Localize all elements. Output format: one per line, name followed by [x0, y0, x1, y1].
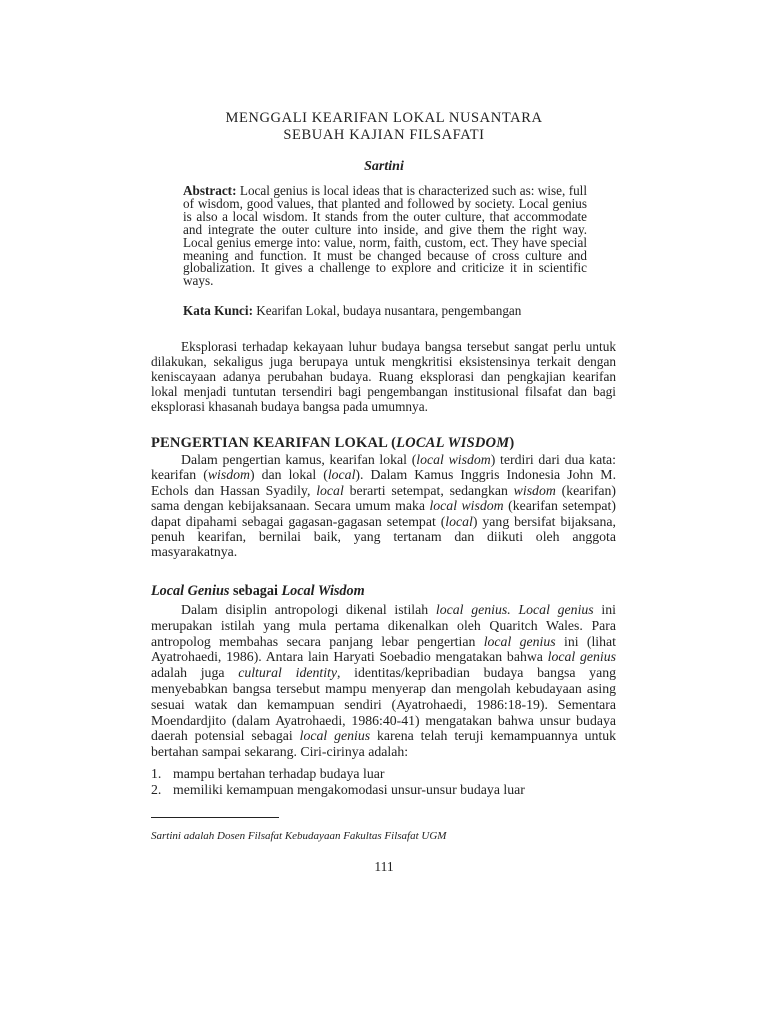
text-run: ) yang bersifat bijaksana, penuh kearifan, bernilai baik, yang tertanam dan diikuti oleh anggota masyarakatnya. — [151, 513, 616, 560]
footnote: Sartini adalah Dosen Filsafat Kebudayaan Fakultas Filsafat UGM — [151, 830, 447, 842]
text-run-italic: local genius. — [435, 602, 511, 617]
author-name: Sartini — [364, 159, 404, 174]
text-run: Dalam pengertian kamus, kearifan lokal ( — [181, 452, 417, 467]
text-run-italic: local — [327, 467, 356, 483]
text-run: (kearifan) sama dengan kebijaksanaan. Secara umum maka — [151, 482, 616, 514]
subsection-heading-local-genius — [151, 583, 365, 600]
section-heading-kearifan-lokal — [151, 435, 514, 452]
list-item — [151, 766, 384, 782]
text-run: adalah juga — [151, 665, 239, 681]
text-run: ini (lihat Ayatrohaedi, 1986). Antara lain Haryati Soebadio mengatakan bahwa — [151, 633, 616, 665]
text-run: ) dan lokal ( — [250, 467, 328, 483]
heading-italic: LOCAL WISDOM — [396, 435, 510, 451]
text-run-italic: local genius — [299, 728, 371, 744]
abstract-label: Abstract: — [183, 183, 237, 198]
text-run: Dalam disiplin antropologi dikenal istilah — [181, 602, 436, 617]
section1-paragraph — [151, 452, 616, 560]
text-run-italic: local genius — [547, 649, 616, 665]
keywords-text: Kearifan Lokal, budaya nusantara, pengembangan — [256, 303, 522, 318]
text-run: ) terdiri dari dua kata: kearifan ( — [151, 452, 616, 483]
section2-paragraph — [151, 602, 616, 760]
list-text: mampu bertahan terhadap budaya luar — [173, 766, 385, 781]
text-run-italic: cultural identity — [238, 665, 337, 681]
list-number: 2. — [151, 782, 162, 797]
text-run: ). Dalam Kamus Inggris Indonesia John M. Echols dan Hassan Syadily, — [151, 467, 617, 498]
text-run-italic: local genius — [483, 633, 556, 649]
page-number: 111 — [374, 859, 394, 874]
list-text: memiliki kemampuan mengakomodasi unsur-unsur budaya luar — [173, 782, 525, 797]
text-run-italic: local wisdom — [429, 498, 504, 514]
text-run-italic: wisdom — [207, 467, 250, 483]
text-run-italic: Local genius — [518, 602, 594, 617]
text-run-italic: wisdom — [513, 482, 556, 498]
heading-suffix: ) — [509, 435, 515, 451]
footnote-divider — [151, 817, 279, 818]
heading-italic: Local Genius — [151, 583, 230, 599]
abstract-text: Local genius is local ideas that is characterized such as: wise, full of wisdom, good values, that planted and followed by society. Local genius is also a local wisdom. It stands from the outer culture, that accommodate and integrate the outer culture into inside, and give them the right way. Local genius emerge into: value, norm, faith, custom, ect. They have special meaning and function. It must be changed because of cross culture and globalization. It gives a challenge to explore and criticize it in scientific ways. — [183, 183, 588, 289]
abstract — [183, 185, 587, 288]
title-line-2: SEBUAH KAJIAN FILSAFATI — [283, 127, 485, 143]
text-run: (kearifan setempat) dapat dipahami sebagai gagasan-gagasan setempat ( — [151, 498, 616, 529]
text-run-italic: local — [445, 513, 473, 529]
heading-prefix: PENGERTIAN KEARIFAN LOKAL ( — [151, 435, 397, 451]
intro-paragraph: Eksplorasi terhadap kekayaan luhur budaya bangsa tersebut sangat perlu untuk dilakukan, sekaligus juga berupaya untuk mengkritisi eksistensinya terkait dengan keniscayaan adanya perubahan budaya. Ruang eksplorasi dan pengkajian kearifan lokal menjadi tuntutan tersendiri bagi pengembangan institusional filsafat dan bagi eksplorasi khasanah budaya bangsa pada umumnya. — [151, 339, 616, 414]
list-item — [151, 782, 525, 798]
text-run-italic: local wisdom — [416, 452, 491, 467]
keywords — [183, 303, 521, 319]
text-run: karena telah teruji kemampuannya untuk bertahan sampai sekarang. Ciri-cirinya adalah: — [151, 728, 617, 760]
text-run: berarti setempat, sedangkan — [343, 482, 514, 498]
text-run: ini merupakan istilah yang mula pertama dikenalkan oleh Quaritch Wales. Para antropolog membahas secara panjang lebar pengertian — [151, 602, 616, 649]
heading-plain: sebagai — [229, 583, 282, 599]
keywords-label: Kata Kunci: — [183, 303, 253, 318]
heading-italic: Local Wisdom — [281, 583, 365, 599]
text-run-italic: local — [316, 482, 344, 498]
title-line-1: MENGGALI KEARIFAN LOKAL NUSANTARA — [225, 110, 543, 126]
text-run: , identitas/kepribadian budaya bangsa yang menyebabkan bangsa tersebut mampu menyerap dan mengolah kebudayaan asing sesuai watak dan kemampuan sendiri (Ayatrohaedi, 1986:18-19). Sementara Moendardjito (dalam Ayatrohaedi, 1986:40-41) mengatakan bahwa unsur budaya daerah potensial sebagai — [151, 665, 617, 744]
list-number: 1. — [151, 766, 162, 781]
